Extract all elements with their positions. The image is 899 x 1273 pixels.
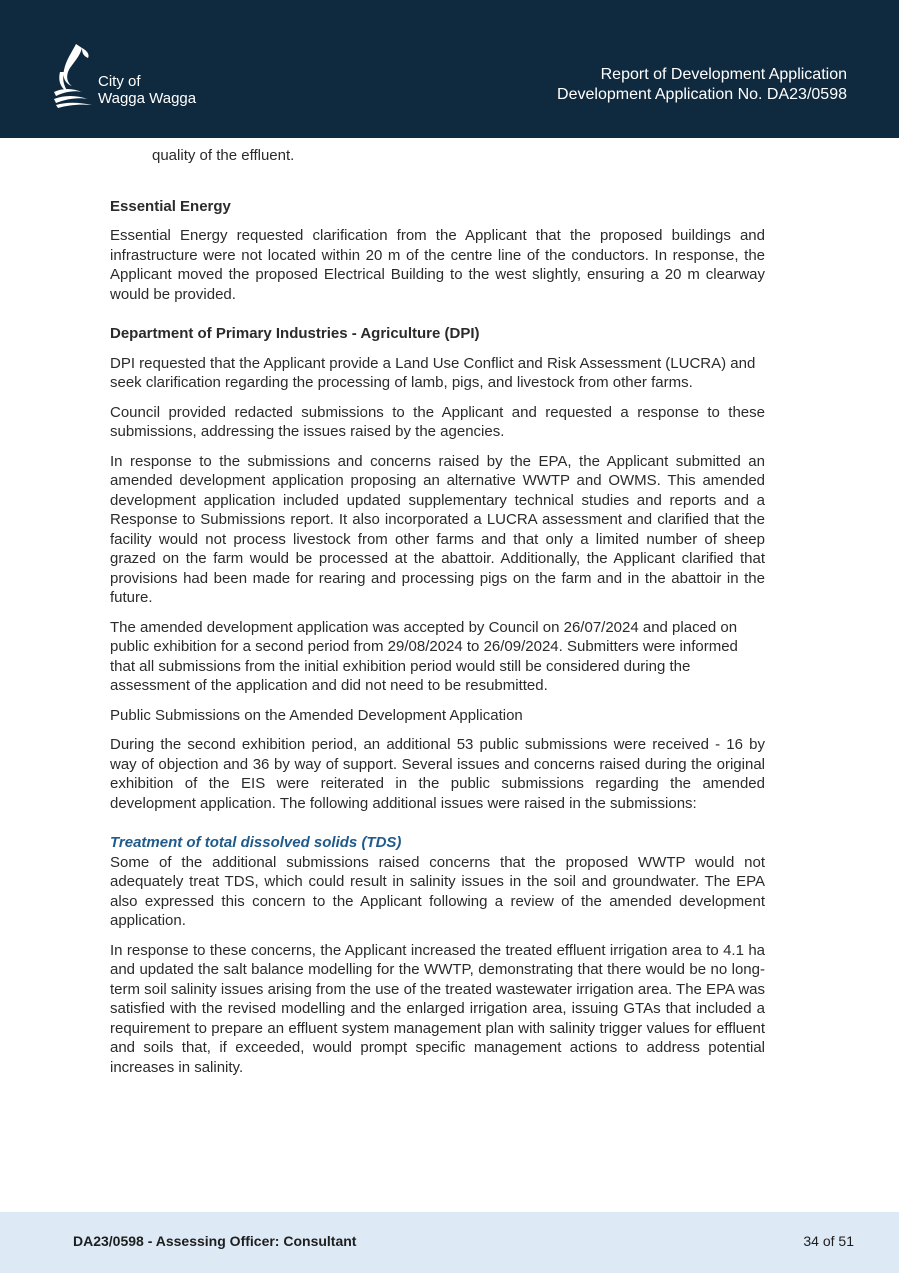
heading-dpi: Department of Primary Industries - Agriculture (DPI) xyxy=(110,325,480,342)
application-number: Development Application No. DA23/0598 xyxy=(557,86,847,103)
page-footer xyxy=(0,1212,899,1273)
tds-paragraph-2: In response to these concerns, the Applicant increased the treated effluent irrigation area to 4.1 ha and updated the salt balance modelling for the WWTP, demonstrating that there would be no long-term soil salinity issues arising from the use of the treated wastewater irrigation area. The EPA was satisfied with the revised modelling and the enlarged irrigation area, issuing GTAs that included a requirement to prepare an effluent system management plan with salinity trigger values for effluent and soils that, if exceeded, would prompt specific management actions to address potential increases in salinity. xyxy=(110,941,765,1076)
dpi-paragraph-1: DPI requested that the Applicant provide a Land Use Conflict and Risk Assessment (LUCRA) and seek clarification regarding the processing of lamb, pigs, and livestock from other farms. xyxy=(110,354,756,391)
logo-line-2: Wagga Wagga xyxy=(98,90,197,107)
dpi-paragraph-6: During the second exhibition period, an additional 53 public submissions were received - 16 by way of objection and 36 by way of support. Several issues and concerns raised during the original exhibition of the EIS were reiterated in the public submissions regarding the amended development application. The following additional issues were raised in the submissions: xyxy=(110,736,765,812)
report-title: Report of Development Application xyxy=(600,66,847,83)
page-header xyxy=(0,0,899,138)
heading-essential-energy: Essential Energy xyxy=(110,197,231,215)
page-number: 34 of 51 xyxy=(803,1233,854,1249)
tds-paragraph-1: Some of the additional submissions raised concerns that the proposed WWTP would not adequately treat TDS, which could result in salinity issues in the soil and groundwater. The EPA also expressed this concern to the Applicant following a review of the amended development application. xyxy=(110,853,765,929)
dpi-paragraph-3: In response to the submissions and concerns raised by the EPA, the Applicant submitted an amended development application proposing an alternative WWTP and OWMS. This amended development application included updated supplementary technical studies and reports and a Response to Submissions report. It also incorporated a LUCRA assessment and clarified that the facility would not process livestock from other farms and that only a limited number of sheep grazed on the farm would be processed at the abattoir. Additionally, the Applicant clarified that provisions had been made for rearing and processing pigs on the farm and in the abattoir in the future. xyxy=(110,452,765,606)
dpi-paragraph-4: The amended development application was accepted by Council on 26/07/2024 and placed on public exhibition for a second period from 29/08/2024 to 26/09/2024. Submitters were informed that all submissions from the initial exhibition period would still be considered during the assessment of the application and did not need to be resubmitted. xyxy=(110,618,738,694)
essential-energy-paragraph: Essential Energy requested clarification from the Applicant that the proposed buildings and infrastructure were not located within 20 m of the centre line of the conductors. In response, the Applicant moved the proposed Electrical Building to the west slightly, ensuring a 20 m clearway would be provided. xyxy=(110,227,765,303)
dpi-paragraph-2: Council provided redacted submissions to the Applicant and requested a response to these submissions, addressing the issues raised by the agencies. xyxy=(110,403,765,440)
dpi-paragraph-5: Public Submissions on the Amended Development Application xyxy=(110,706,523,724)
heading-tds: Treatment of total dissolved solids (TDS) xyxy=(110,834,402,851)
logo-line-1: City of xyxy=(98,73,141,90)
council-logo xyxy=(52,42,222,112)
footer-reference: DA23/0598 - Assessing Officer: Consultant xyxy=(73,1233,357,1249)
crow-logo-icon xyxy=(52,42,94,108)
continued-paragraph: quality of the effluent. xyxy=(152,147,295,164)
document-body xyxy=(110,146,765,1087)
